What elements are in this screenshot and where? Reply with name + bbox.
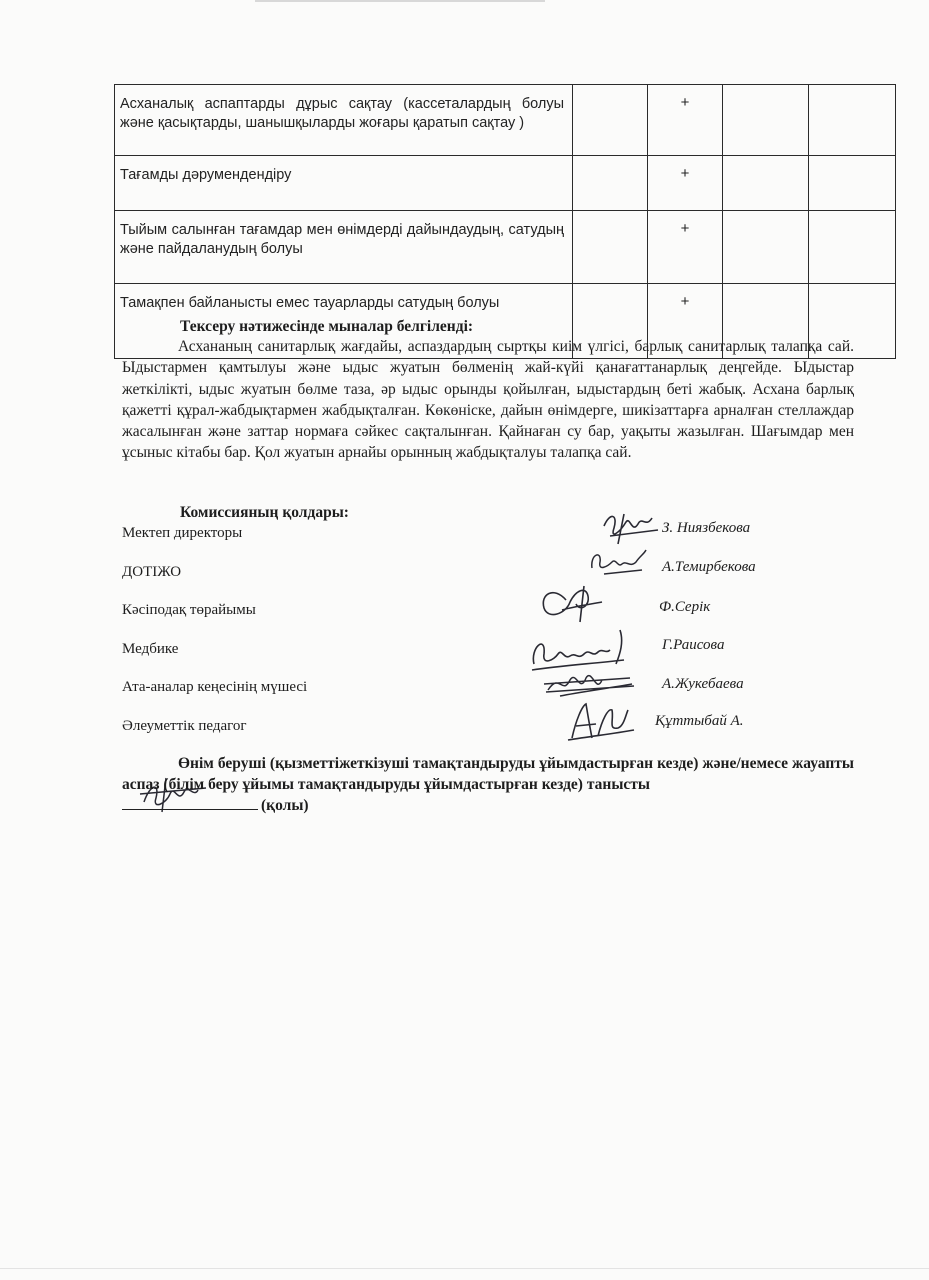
scan-mark-bottom (0, 1268, 929, 1269)
signature-social-pedagogue (562, 700, 642, 744)
mark-cell (573, 85, 648, 156)
mark-cell (573, 156, 648, 211)
member-name: Ф.Серік (659, 599, 711, 615)
mark-cell (723, 85, 809, 156)
member-role: Әлеуметтік педагог (122, 718, 247, 734)
table-row (115, 211, 896, 284)
mark-cell (723, 211, 809, 284)
member-name: Г.Раисова (662, 637, 725, 653)
results-heading: Тексеру нәтижесінде мыналар белгіленді: (180, 318, 474, 335)
member-role: Ата-аналар кеңесінің мүшесі (122, 679, 308, 695)
signature-parent-council (540, 666, 640, 700)
criterion-cell: Тағамды дәрумендендіру (115, 156, 573, 211)
mark-cell: + (648, 156, 723, 211)
member-name: А.Жукебаева (662, 676, 744, 692)
member-role: Медбике (122, 641, 179, 657)
signature-union-chair (536, 578, 606, 626)
producer-statement: Өнім беруші (қызметтіжеткізуші тамақтандыруды ұйымдастырған кезде) және/немесе жауапты аспаз (білім беру ұйымы тамақтандыруды ұйымдастырған кезде) танысты (122, 755, 854, 793)
mark-cell (723, 156, 809, 211)
mark-cell: + (648, 85, 723, 156)
producer-signature-line (122, 793, 309, 815)
criterion-cell: Асханалық аспаптарды дұрыс сақтау (кассеталардың болуы және қасықтарды, шанышқыларды жоғары қаратып сақтау ) (115, 85, 573, 156)
member-role: Кәсіподақ төрайымы (122, 602, 256, 618)
signature-blank (122, 793, 258, 810)
mark-cell (809, 85, 896, 156)
results-body: Асхананың санитарлық жағдайы, аспаздардың сыртқы киім үлгісі, барлық санитарлық талапқа сай. Ыдыстармен қамтылуы және ыдыс жуатын бөлменің жай-күйі қанағаттанарлық деңгейде. Ыдыстар жеткілікті, ыдыс жуатын бөлме таза, әр ыдыс орынды қойылған, ыдыстардың беті жабық. Асхана барлық қажетті құрал-жабдықтармен жабдықталған. Көкөніске, дайын өнімдерге, шикізаттарға арналған стеллаждар жасалынған және заттар нормаға сәйкес сақталынған. Қайнаған су бар, уақыты жазылған. Шағымдар мен ұсыныс кітабы бар. Қол жуатын арнайы орынның жабдықталуы талапқа сай. (122, 338, 854, 462)
mark-cell: + (648, 211, 723, 284)
member-name: З. Ниязбекова (662, 520, 751, 536)
mark-cell (809, 156, 896, 211)
member-name: Құттыбай А. (655, 713, 744, 729)
commission-heading: Комиссияның қолдары: (180, 504, 349, 521)
member-name: А.Темирбекова (662, 559, 756, 575)
mark-cell (809, 211, 896, 284)
mark-cell (573, 211, 648, 284)
signature-director (596, 506, 666, 548)
signature-dotizho (586, 544, 656, 580)
member-role: ДОТІЖО (122, 564, 182, 580)
criterion-cell: Тамақпен байланысты емес тауарларды сатудың болуы (115, 284, 573, 359)
member-role: Мектеп директоры (122, 525, 243, 541)
mark-cell: + (648, 284, 723, 359)
table-row (115, 85, 896, 156)
table-row (115, 156, 896, 211)
signature-label: (қолы) (261, 797, 309, 814)
scan-mark-top (255, 0, 545, 2)
criterion-cell: Тыйым салынған тағамдар мен өнімдерді дайындаудың, сатудың және пайдаланудың болуы (115, 211, 573, 284)
